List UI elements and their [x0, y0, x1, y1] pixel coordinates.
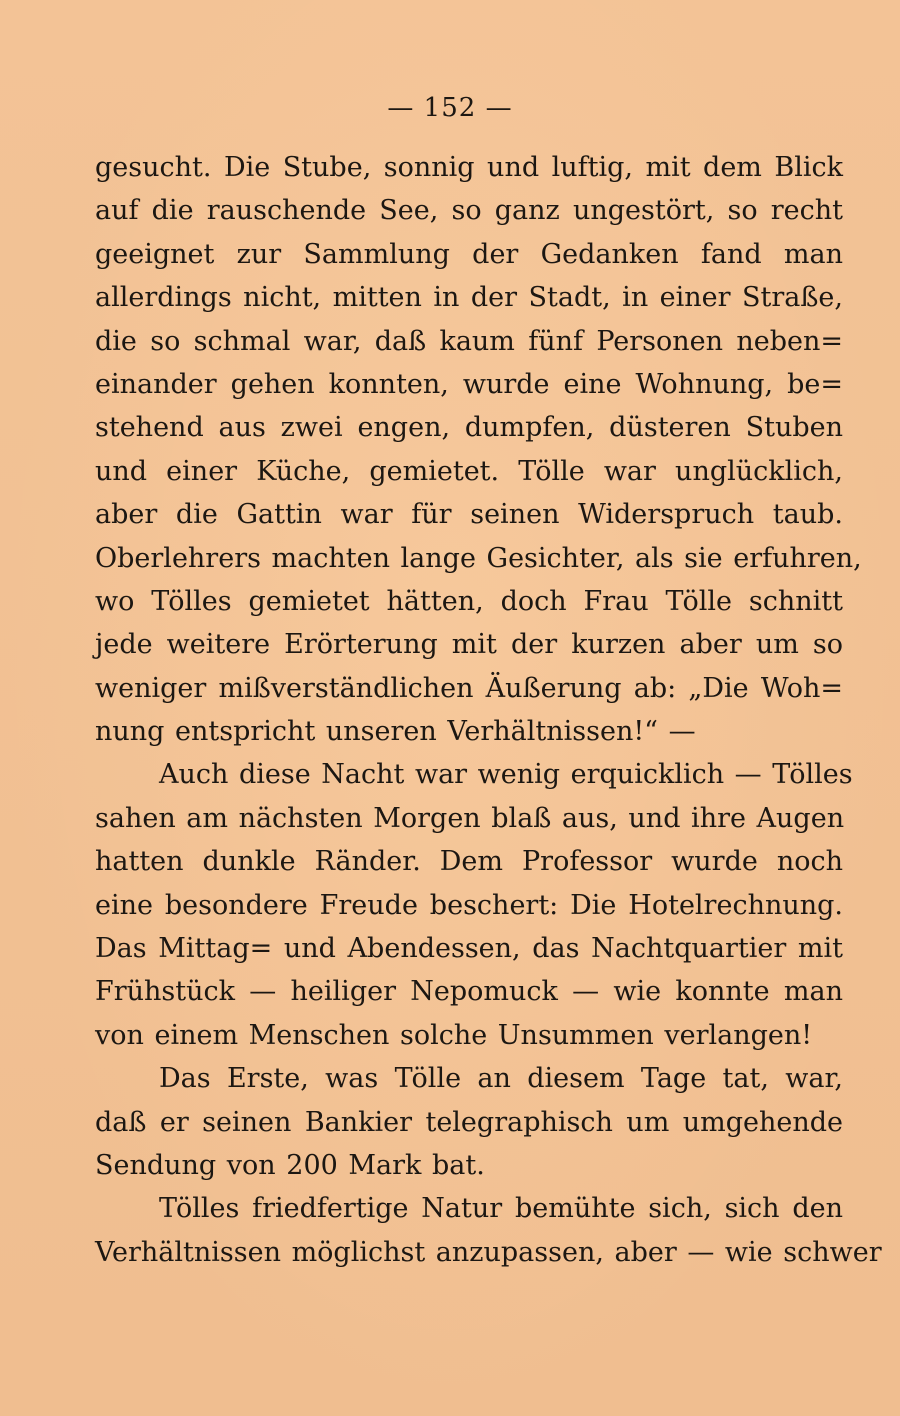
text-line-paragraph-end: Sendung von 200 Mark bat.	[95, 1149, 485, 1181]
text-line: Frühstück — heiliger Nepomuck — wie konnte man	[95, 976, 843, 1008]
text-line: weniger mißverständlichen Äußerung ab: „Die Woh=	[95, 672, 843, 704]
text-line: gesucht. Die Stube, sonnig und luftig, mit dem Blick	[95, 152, 843, 183]
text-line-paragraph-end: von einem Menschen solche Unsummen verlangen!	[95, 1019, 813, 1051]
text-line: Oberlehrers machten lange Gesichter, als sie erfuhren,	[95, 542, 862, 574]
text-line: daß er seinen Bankier telegraphisch um umgehende	[95, 1106, 843, 1138]
text-line: jede weitere Erörterung mit der kurzen aber um so	[95, 629, 843, 661]
text-line: und einer Küche, gemietet. Tölle war unglücklich,	[95, 455, 843, 487]
text-line: Verhältnissen möglichst anzupassen, aber — wie schwer	[95, 1236, 882, 1268]
text-line: auf die rauschende See, so ganz ungestört, so recht	[95, 195, 843, 227]
text-line: eine besondere Freude beschert: Die Hotelrechnung.	[95, 889, 843, 921]
text-line: aber die Gattin war für seinen Widerspruch taub.	[95, 499, 843, 531]
text-line-paragraph-start: Das Erste, was Tölle an diesem Tage tat, war,	[159, 1063, 843, 1095]
page-number: — 152 —	[387, 93, 513, 123]
text-line: wo Tölles gemietet hätten, doch Frau Tölle schnitt	[95, 585, 843, 617]
text-line-paragraph-end: nung entspricht unseren Verhältnissen!“ —	[95, 716, 696, 748]
text-line-paragraph-start: Tölles friedfertige Natur bemühte sich, sich den	[159, 1193, 843, 1225]
text-line: die so schmal war, daß kaum fünf Personen neben=	[95, 325, 843, 357]
text-line: stehend aus zwei engen, dumpfen, düsteren Stuben	[95, 412, 843, 444]
body-text	[95, 146, 882, 1274]
text-line: einander gehen konnten, wurde eine Wohnung, be=	[95, 368, 843, 400]
text-line: Das Mittag= und Abendessen, das Nachtquartier mit	[95, 933, 843, 965]
text-line: geeignet zur Sammlung der Gedanken fand man	[95, 238, 843, 270]
text-line: sahen am nächsten Morgen blaß aus, und ihre Augen	[95, 802, 845, 834]
text-line: hatten dunkle Ränder. Dem Professor wurde noch	[95, 846, 843, 878]
text-line: allerdings nicht, mitten in der Stadt, in einer Straße,	[95, 282, 843, 314]
text-line-paragraph-start: Auch diese Nacht war wenig erquicklich — Tölles	[159, 759, 853, 791]
